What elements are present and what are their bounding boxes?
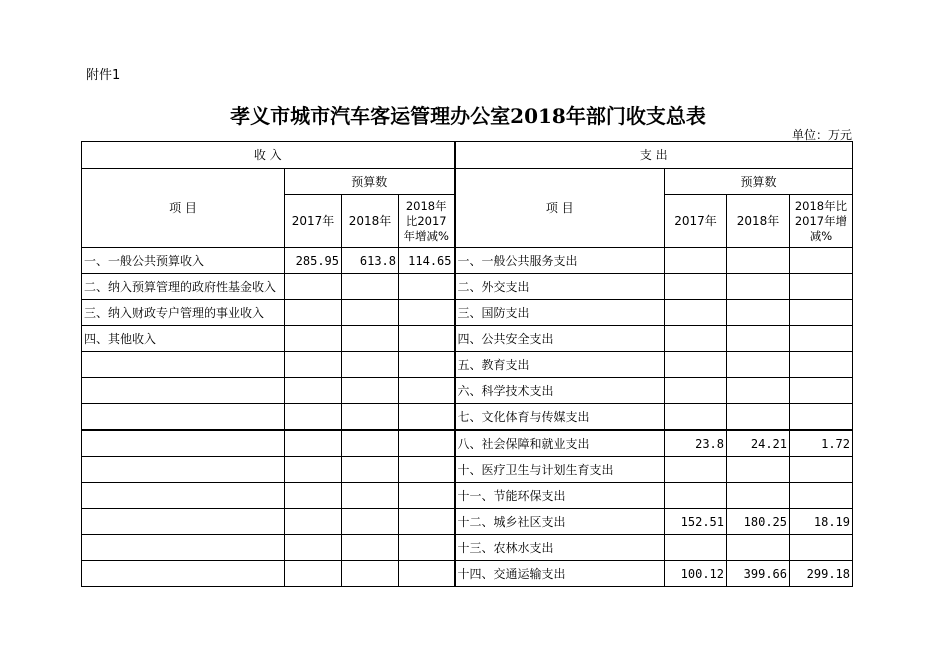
income-2018-cell bbox=[342, 274, 399, 300]
expense-2017-cell: 152.51 bbox=[665, 509, 727, 535]
expense-2018-cell bbox=[727, 404, 790, 431]
income-change-cell bbox=[399, 430, 455, 457]
income-item-header: 项 目 bbox=[82, 169, 285, 248]
income-change-cell bbox=[399, 326, 455, 352]
table-row bbox=[82, 430, 853, 457]
income-change-cell bbox=[399, 535, 455, 561]
table-row bbox=[82, 561, 853, 587]
income-2017-cell: 285.95 bbox=[285, 248, 342, 274]
income-2018-cell: 613.8 bbox=[342, 248, 399, 274]
expense-item-cell: 十四、交通运输支出 bbox=[455, 561, 665, 587]
expense-item-cell: 三、国防支出 bbox=[455, 300, 665, 326]
expense-change-header: 2018年比2017年增减% bbox=[790, 195, 853, 248]
expense-2017-cell bbox=[665, 300, 727, 326]
income-2018-cell bbox=[342, 535, 399, 561]
expense-2017-cell: 23.8 bbox=[665, 430, 727, 457]
income-2017-cell bbox=[285, 509, 342, 535]
income-2018-cell bbox=[342, 378, 399, 404]
table-row bbox=[82, 457, 853, 483]
expense-2018-cell: 24.21 bbox=[727, 430, 790, 457]
budget-summary-table bbox=[81, 141, 853, 587]
expense-item-cell: 五、教育支出 bbox=[455, 352, 665, 378]
budget-table-container bbox=[81, 141, 853, 587]
income-change-header: 2018年比2017年增减% bbox=[399, 195, 455, 248]
table-row bbox=[82, 483, 853, 509]
expense-change-cell: 1.72 bbox=[790, 430, 853, 457]
unit-label: 单位：万元 bbox=[791, 128, 852, 142]
expense-2018-cell bbox=[727, 248, 790, 274]
income-change-cell bbox=[399, 378, 455, 404]
expense-2017-cell bbox=[665, 352, 727, 378]
page-title: 孝义市城市汽车客运管理办公室2018年部门收支总表 bbox=[230, 104, 706, 128]
income-2018-cell bbox=[342, 300, 399, 326]
income-2018-cell bbox=[342, 326, 399, 352]
income-change-cell bbox=[399, 352, 455, 378]
expense-2018-cell bbox=[727, 274, 790, 300]
income-item-cell bbox=[82, 561, 285, 587]
income-item-cell bbox=[82, 352, 285, 378]
income-change-cell bbox=[399, 561, 455, 587]
expense-2018-cell: 399.66 bbox=[727, 561, 790, 587]
expense-item-cell: 七、文化体育与传媒支出 bbox=[455, 404, 665, 431]
income-item-cell bbox=[82, 457, 285, 483]
table-row bbox=[82, 326, 853, 352]
expense-2017-cell: 100.12 bbox=[665, 561, 727, 587]
table-row bbox=[82, 300, 853, 326]
expense-item-cell: 十、医疗卫生与计划生育支出 bbox=[455, 457, 665, 483]
income-2017-cell bbox=[285, 274, 342, 300]
income-2017-cell bbox=[285, 378, 342, 404]
expense-item-cell: 四、公共安全支出 bbox=[455, 326, 665, 352]
table-row bbox=[82, 248, 853, 274]
expense-change-cell bbox=[790, 483, 853, 509]
expense-2018-cell bbox=[727, 483, 790, 509]
expense-item-cell: 十二、城乡社区支出 bbox=[455, 509, 665, 535]
expense-item-cell: 十一、节能环保支出 bbox=[455, 483, 665, 509]
expense-2018-cell bbox=[727, 378, 790, 404]
income-2017-cell bbox=[285, 352, 342, 378]
income-change-cell bbox=[399, 483, 455, 509]
expense-2018-cell bbox=[727, 457, 790, 483]
expense-2017-cell bbox=[665, 483, 727, 509]
income-item-cell: 一、一般公共预算收入 bbox=[82, 248, 285, 274]
header-row-main bbox=[82, 142, 853, 169]
table-row bbox=[82, 352, 853, 378]
expense-2018-cell: 180.25 bbox=[727, 509, 790, 535]
expense-2018-cell bbox=[727, 352, 790, 378]
income-change-cell bbox=[399, 457, 455, 483]
expense-budget-header: 预算数 bbox=[665, 169, 853, 195]
income-2017-cell bbox=[285, 326, 342, 352]
income-2017-cell bbox=[285, 561, 342, 587]
income-2018-header: 2018年 bbox=[342, 195, 399, 248]
income-2017-cell bbox=[285, 483, 342, 509]
income-2018-cell bbox=[342, 430, 399, 457]
expense-change-cell bbox=[790, 326, 853, 352]
income-budget-header: 预算数 bbox=[285, 169, 455, 195]
expense-2017-cell bbox=[665, 457, 727, 483]
expense-2017-cell bbox=[665, 535, 727, 561]
expense-change-cell bbox=[790, 535, 853, 561]
income-item-cell bbox=[82, 378, 285, 404]
income-2017-cell bbox=[285, 300, 342, 326]
header-row-budget bbox=[82, 169, 853, 195]
expense-change-cell bbox=[790, 352, 853, 378]
income-item-cell: 二、纳入预算管理的政府性基金收入 bbox=[82, 274, 285, 300]
income-change-cell bbox=[399, 404, 455, 431]
expense-change-cell: 18.19 bbox=[790, 509, 853, 535]
income-2017-cell bbox=[285, 535, 342, 561]
attachment-label: 附件1 bbox=[86, 68, 121, 83]
expense-2017-cell bbox=[665, 404, 727, 431]
expense-change-cell bbox=[790, 457, 853, 483]
expense-item-cell: 六、科学技术支出 bbox=[455, 378, 665, 404]
income-header: 收 入 bbox=[82, 142, 455, 169]
income-item-cell bbox=[82, 430, 285, 457]
expense-2017-cell bbox=[665, 274, 727, 300]
expense-item-cell: 十三、农林水支出 bbox=[455, 535, 665, 561]
expense-change-cell bbox=[790, 248, 853, 274]
income-item-cell bbox=[82, 483, 285, 509]
expense-2017-cell bbox=[665, 378, 727, 404]
income-item-cell bbox=[82, 404, 285, 431]
expense-2017-cell bbox=[665, 248, 727, 274]
income-item-cell: 三、纳入财政专户管理的事业收入 bbox=[82, 300, 285, 326]
income-change-cell: 114.65 bbox=[399, 248, 455, 274]
expense-2017-cell bbox=[665, 326, 727, 352]
expense-item-cell: 八、社会保障和就业支出 bbox=[455, 430, 665, 457]
table-row bbox=[82, 404, 853, 431]
expense-header: 支 出 bbox=[455, 142, 853, 169]
expense-item-cell: 二、外交支出 bbox=[455, 274, 665, 300]
expense-item-header: 项 目 bbox=[455, 169, 665, 248]
expense-change-cell bbox=[790, 274, 853, 300]
expense-change-cell bbox=[790, 404, 853, 431]
income-item-cell: 四、其他收入 bbox=[82, 326, 285, 352]
expense-2018-cell bbox=[727, 326, 790, 352]
income-change-cell bbox=[399, 300, 455, 326]
expense-change-cell bbox=[790, 300, 853, 326]
income-item-cell bbox=[82, 509, 285, 535]
table-row bbox=[82, 509, 853, 535]
income-change-cell bbox=[399, 274, 455, 300]
income-2018-cell bbox=[342, 352, 399, 378]
table-row bbox=[82, 274, 853, 300]
income-2017-cell bbox=[285, 457, 342, 483]
income-item-cell bbox=[82, 535, 285, 561]
expense-2018-header: 2018年 bbox=[727, 195, 790, 248]
income-change-cell bbox=[399, 509, 455, 535]
income-2018-cell bbox=[342, 561, 399, 587]
income-2018-cell bbox=[342, 509, 399, 535]
expense-change-cell: 299.18 bbox=[790, 561, 853, 587]
income-2018-cell bbox=[342, 404, 399, 431]
expense-item-cell: 一、一般公共服务支出 bbox=[455, 248, 665, 274]
expense-2017-header: 2017年 bbox=[665, 195, 727, 248]
income-2017-cell bbox=[285, 430, 342, 457]
income-2017-cell bbox=[285, 404, 342, 431]
income-2017-header: 2017年 bbox=[285, 195, 342, 248]
income-2018-cell bbox=[342, 457, 399, 483]
expense-2018-cell bbox=[727, 300, 790, 326]
income-2018-cell bbox=[342, 483, 399, 509]
table-row bbox=[82, 535, 853, 561]
expense-change-cell bbox=[790, 378, 853, 404]
table-row bbox=[82, 378, 853, 404]
expense-2018-cell bbox=[727, 535, 790, 561]
